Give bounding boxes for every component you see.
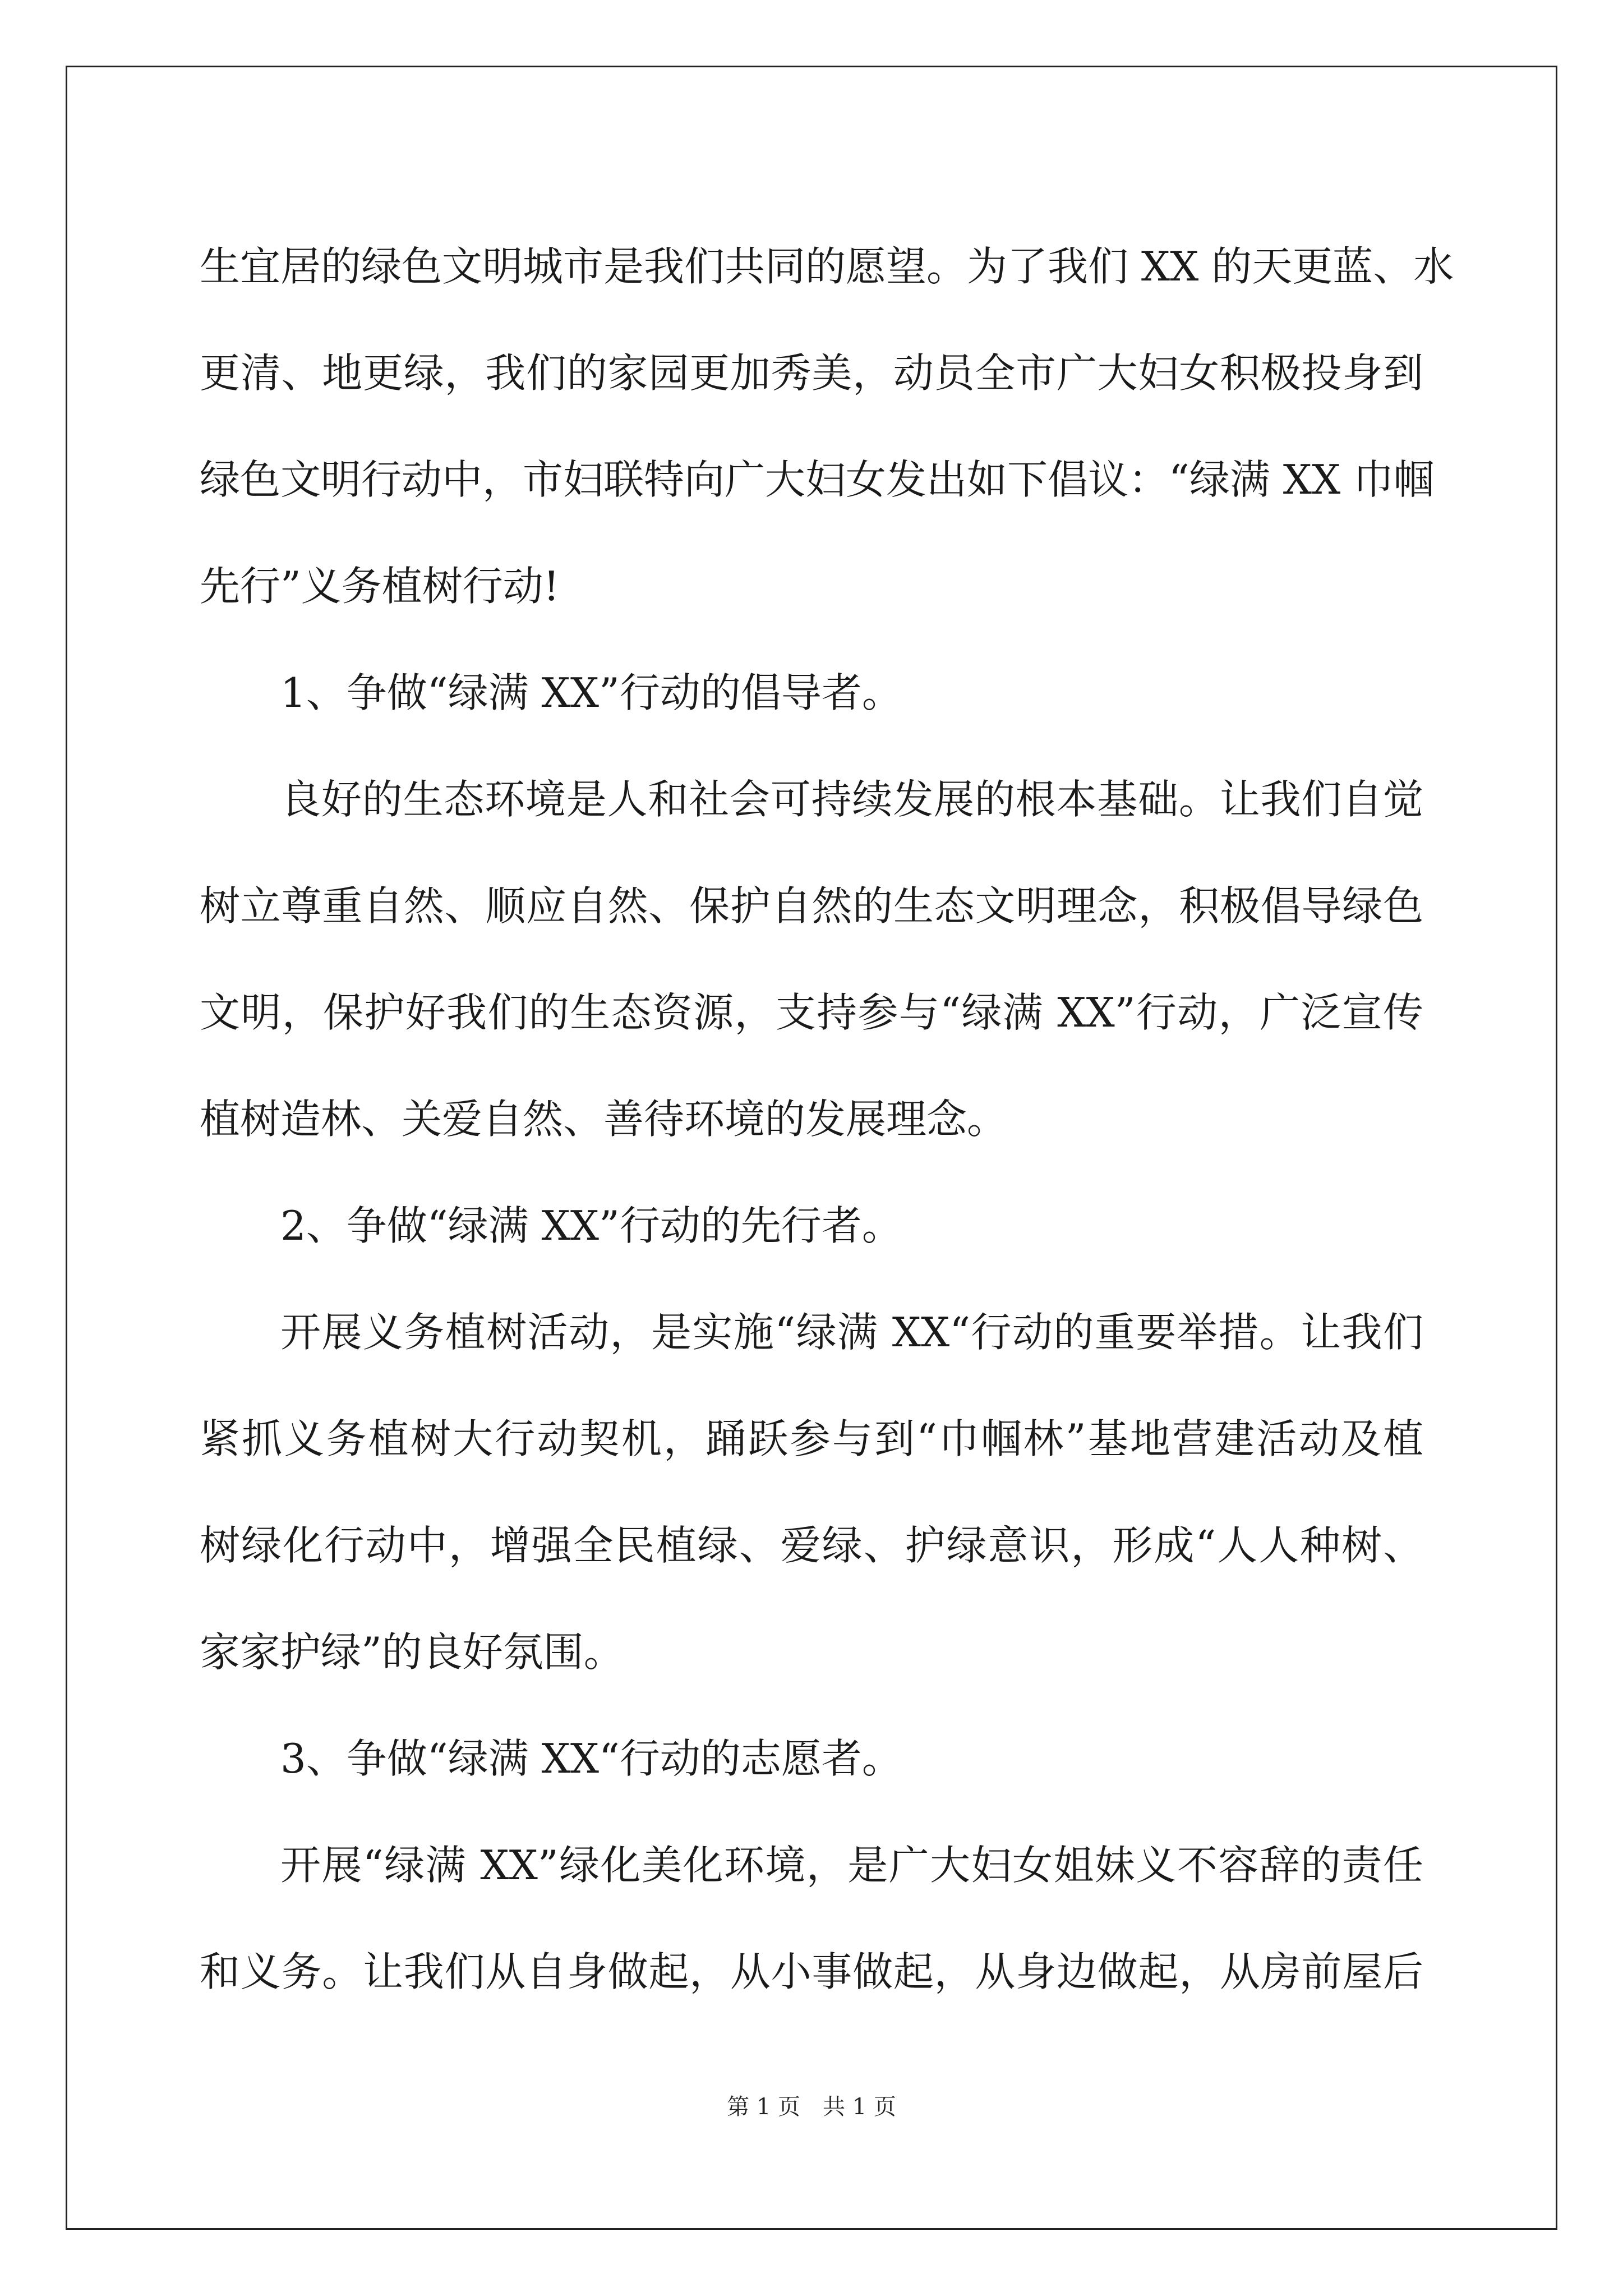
text-line: 植树造林、关爱自然、善待环境的发展理念。 [200,1096,1008,1143]
document-body [200,213,1454,2025]
section-heading: 2、争做“绿满 XX”行动的先行者。 [280,1202,902,1249]
page-number: 第 1 页 [727,2094,800,2120]
paragraph-line: 开展义务植树活动，是实施“绿满 XX“行动的重要举措。让我们 [280,1309,1423,1356]
text-line: 树绿化行动中，增强全民植绿、爱绿、护绿意识，形成“人人种树、 [200,1522,1423,1569]
section-heading: 1、争做“绿满 XX”行动的倡导者。 [280,669,902,716]
text-line: 紧抓义务植树大行动契机，踊跃参与到“巾帼林”基地营建活动及植 [200,1415,1423,1462]
paragraph-line: 开展“绿满 XX”绿化美化环境，是广大妇女姐妹义不容辞的责任 [280,1842,1423,1889]
text-line: 更清、地更绿，我们的家园更加秀美，动员全市广大妇女积极投身到 [200,349,1423,397]
text-line: 家家护绿”的良好氛围。 [200,1628,624,1676]
text-line: 文明，保护好我们的生态资源，支持参与“绿满 XX”行动，广泛宣传 [200,989,1423,1036]
text-line: 生宜居的绿色文明城市是我们共同的愿望。为了我们 XX 的天更蓝、水 [200,243,1454,290]
page-footer [0,2090,1623,2124]
text-line: 绿色文明行动中，市妇联特向广大妇女发出如下倡议：“绿满 XX 巾帼 [200,456,1435,503]
text-line: 树立尊重自然、顺应自然、保护自然的生态文明理念，积极倡导绿色 [200,882,1423,930]
text-line: 和义务。让我们从自身做起，从小事做起，从身边做起，从房前屋后 [200,1948,1423,1995]
page-total: 共 1 页 [823,2094,896,2120]
paragraph-line: 良好的生态环境是人和社会可持续发展的根本基础。让我们自觉 [280,776,1423,823]
text-line: 先行”义务植树行动! [200,563,560,610]
section-heading: 3、争做“绿满 XX“行动的志愿者。 [280,1735,902,1782]
